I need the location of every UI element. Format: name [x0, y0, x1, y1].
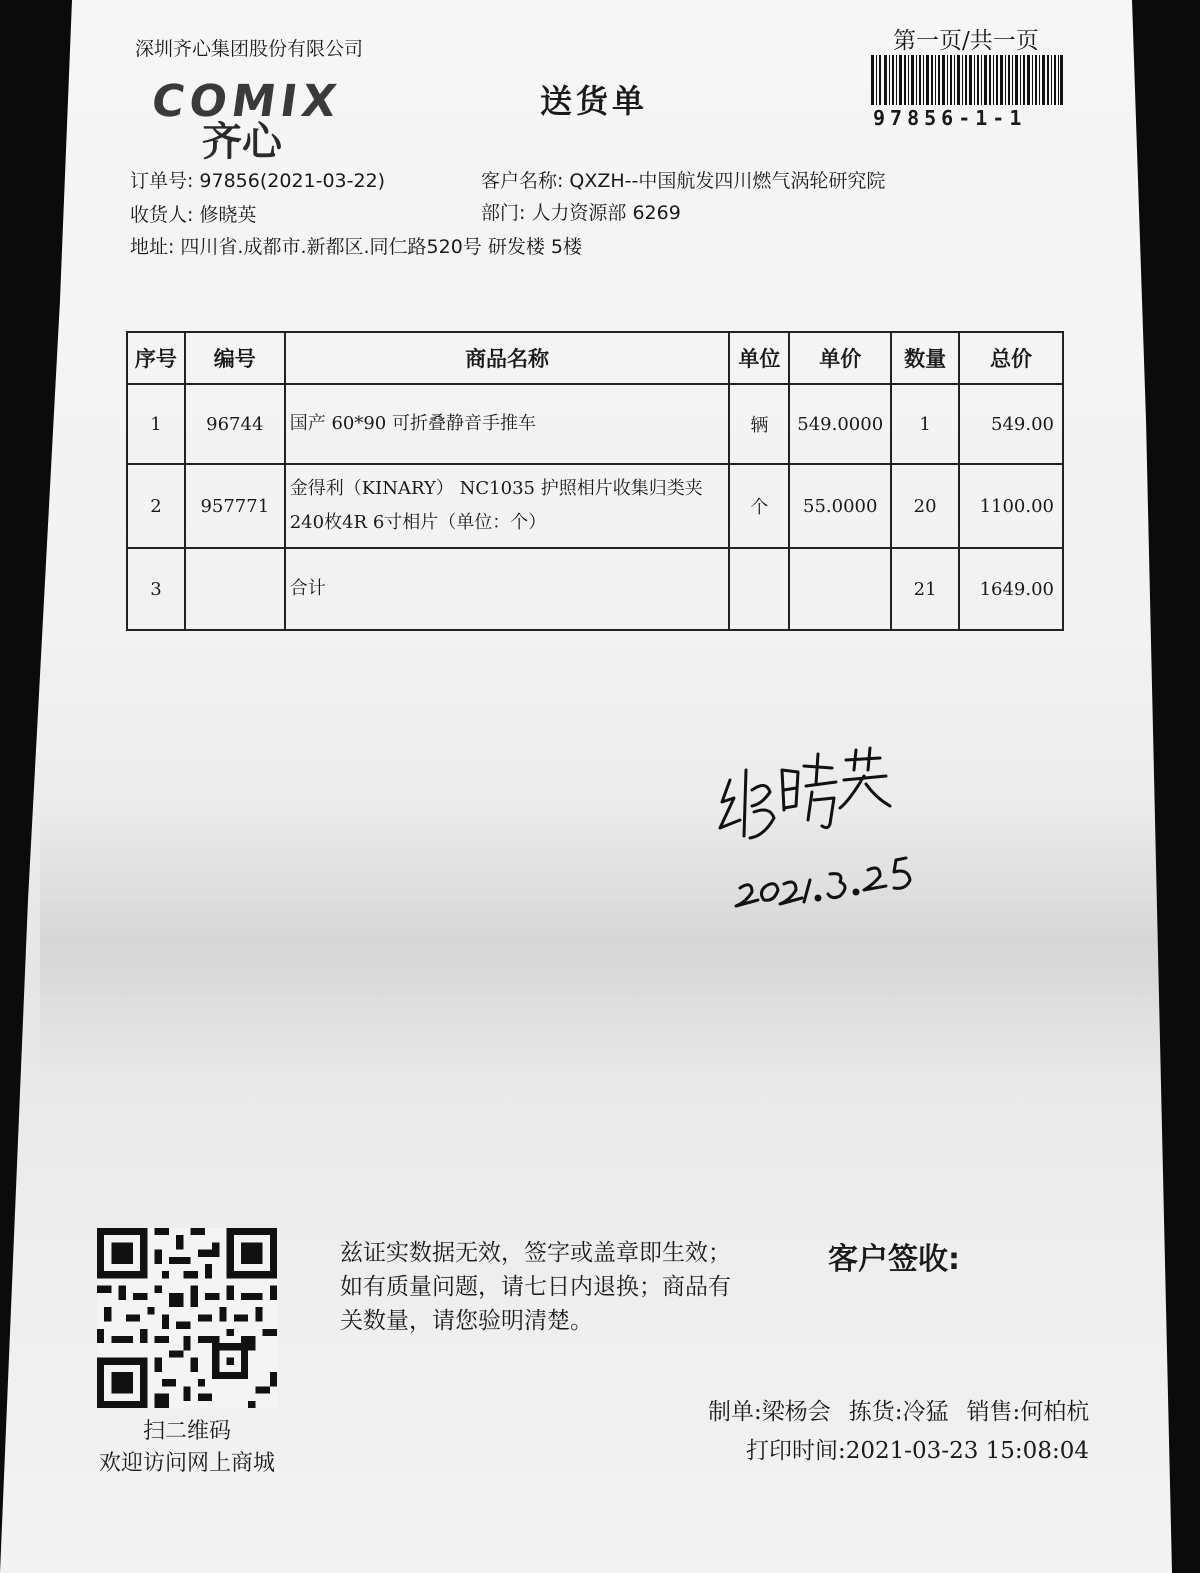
- items-table: [126, 331, 1064, 631]
- sales: 销售:何柏杭: [966, 1399, 1090, 1425]
- cell-unit-price: 55.0000: [789, 464, 891, 548]
- cell-code: [185, 548, 285, 630]
- print-time: 打印时间:2021-03-23 15:08:04: [746, 1438, 1089, 1464]
- cell-quantity: 1: [891, 384, 959, 464]
- header-code: 编号: [185, 332, 285, 384]
- order-number-label: 订单号:: [130, 170, 194, 192]
- department-label: 部门:: [481, 202, 526, 224]
- table-row: [127, 464, 1063, 548]
- cell-total: 1100.00: [959, 464, 1063, 548]
- header-quantity: 数量: [891, 332, 959, 384]
- cell-unit: 个: [729, 464, 789, 548]
- cell-total: 549.00: [959, 384, 1063, 464]
- notice-text: 兹证实数据无效，签字或盖章即生效；如有质量问题，请七日内退换；商品有关数量，请您验明清楚。: [340, 1240, 731, 1334]
- customer-sign-label: 客户签收:: [828, 1242, 960, 1277]
- customer-value: QXZH--中国航发四川燃气涡轮研究院: [569, 170, 886, 192]
- table-header-row: [127, 332, 1063, 384]
- receiver-value: 修晓英: [199, 204, 257, 226]
- company-name: 深圳齐心集团股份有限公司: [135, 38, 364, 60]
- comix-logo: [148, 76, 362, 165]
- cell-seq: 3: [127, 548, 185, 630]
- customer-name: [481, 166, 885, 193]
- address-value: 四川省.成都市.新都区.同仁路520号 研发楼 5楼: [180, 236, 582, 258]
- receiver: [130, 200, 256, 227]
- qr-caption-scan: 扫二维码: [142, 1419, 231, 1444]
- cell-quantity: 21: [891, 548, 959, 630]
- document-title: 送货单: [540, 82, 649, 120]
- cell-code: 96744: [185, 384, 285, 464]
- page-indicator: 第一页/共一页: [893, 28, 1039, 54]
- cell-product-name: 合计: [285, 548, 730, 630]
- department: [481, 198, 681, 225]
- address: [130, 232, 582, 259]
- receiver-label: 收货人:: [130, 204, 194, 226]
- logo-text-zh: 齐心: [202, 119, 282, 165]
- cell-seq: 1: [127, 384, 185, 464]
- table-row: [127, 384, 1063, 464]
- address-label: 地址:: [130, 236, 175, 258]
- qr-caption-visit: 欢迎访问网上商城: [98, 1451, 275, 1476]
- header-product-name: 商品名称: [285, 332, 730, 384]
- cell-unit: [729, 548, 789, 630]
- handwritten-signature: [700, 740, 940, 910]
- header-total: 总价: [959, 332, 1063, 384]
- cell-total: 1649.00: [959, 548, 1063, 630]
- qr-caption: [82, 1416, 292, 1480]
- cell-unit-price: 549.0000: [789, 384, 891, 464]
- picker: 拣货:冷猛: [848, 1399, 949, 1425]
- header-unit-price: 单价: [789, 332, 891, 384]
- maker: 制单:梁杨会: [708, 1399, 831, 1425]
- customer-label: 客户名称:: [481, 170, 564, 192]
- header-unit: 单位: [729, 332, 789, 384]
- barcode: [871, 55, 1063, 105]
- paper-fold-shadow: [40, 800, 1160, 1080]
- barcode-number: 97856-1-1: [873, 106, 1027, 130]
- cell-product-name: 金得利（KINARY） NC1035 护照相片收集归类夹240枚4R 6寸相片（单位：个）: [285, 464, 730, 548]
- table-row-total: [127, 548, 1063, 630]
- cell-unit-price: [789, 548, 891, 630]
- department-value: 人力资源部 6269: [531, 202, 681, 224]
- cell-code: 957771: [185, 464, 285, 548]
- header-seq: 序号: [127, 332, 185, 384]
- qr-code: [97, 1228, 277, 1408]
- logo-text-en: COMIX: [148, 76, 345, 127]
- order-number-value: 97856(2021-03-22): [199, 170, 386, 192]
- order-number: [130, 166, 385, 193]
- cell-product-name: 国产 60*90 可折叠静音手推车: [285, 384, 730, 464]
- cell-seq: 2: [127, 464, 185, 548]
- cell-unit: 辆: [729, 384, 789, 464]
- cell-quantity: 20: [891, 464, 959, 548]
- staff-line: [708, 1393, 1107, 1426]
